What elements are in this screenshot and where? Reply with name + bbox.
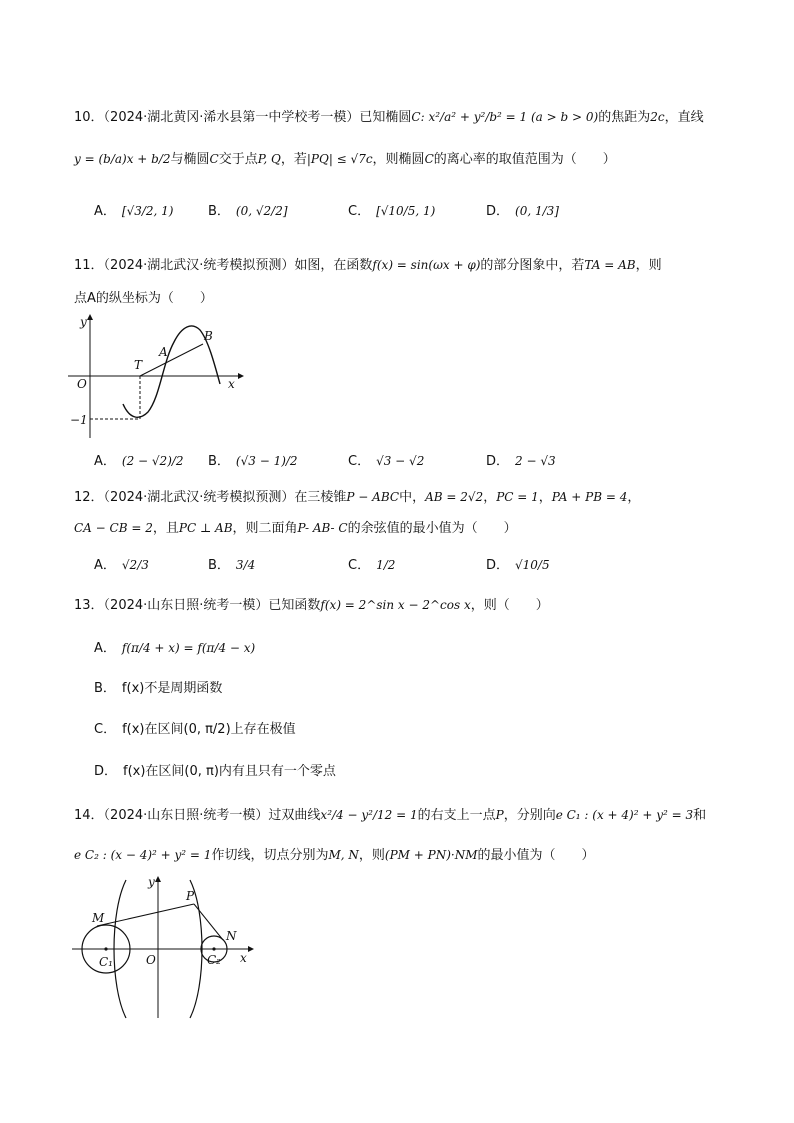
q13-number: 13．: [74, 598, 104, 613]
q14-line-2: [74, 846, 595, 865]
option-value: (0, √2/2]: [235, 204, 288, 218]
q14-text: 的右支上一点: [417, 808, 496, 823]
q10-option-c: [348, 202, 435, 221]
label-origin: O: [77, 377, 87, 391]
q10-source: （2024·湖北黄冈·浠水县第一中学校考一模）: [103, 110, 360, 125]
label-minus-one: −1: [70, 413, 88, 427]
segment-pn: [194, 904, 223, 940]
q12-condition: PA + PB = 4: [551, 490, 628, 504]
q14-text: ，则: [358, 848, 385, 863]
label-t: T: [134, 358, 143, 372]
label-m: M: [92, 911, 105, 925]
option-label: D．: [94, 764, 118, 779]
option-label: A．: [94, 204, 116, 219]
option-label: A．: [94, 558, 116, 573]
q12-option-c: [348, 556, 395, 575]
q12-condition: CA − CB = 2: [74, 521, 153, 535]
q12-text: 的余弦值的最小值为（ ）: [347, 521, 517, 536]
q10-line-2: [74, 150, 616, 169]
q12-option-a: [94, 556, 149, 575]
option-label: C．: [348, 204, 371, 219]
q13-line-1: [74, 596, 549, 615]
q10-text: 已知椭圆: [359, 110, 412, 125]
segment-pm: [97, 904, 194, 926]
label-c1: C₁: [99, 955, 113, 969]
option-value: [√10/5, 1): [376, 204, 436, 218]
option-value: f(x)在区间(0, π/2)上存在极值: [122, 722, 296, 737]
option-value: (2 − √2)/2: [121, 454, 184, 468]
label-p: P: [186, 889, 195, 903]
q12-text: 中，: [399, 490, 426, 505]
option-label: D．: [486, 454, 510, 469]
option-label: D．: [486, 558, 510, 573]
option-label: B．: [208, 558, 230, 573]
option-value: f(π/4 + x) = f(π/4 − x): [121, 641, 256, 655]
q10-c: C: [424, 152, 434, 166]
q11-function: f(x) = sin(ωx + φ): [372, 258, 481, 272]
q10-number: 10．: [74, 110, 104, 125]
q14-hyperbola: x²/4 − y²/12 = 1: [320, 808, 418, 822]
y-axis-arrow: [87, 314, 93, 320]
q13-option-d: [94, 763, 336, 781]
option-label: B．: [94, 681, 116, 696]
center-c1: [104, 947, 107, 950]
option-label: C．: [94, 722, 117, 737]
option-value: (√3 − 1)/2: [235, 454, 298, 468]
q14-text: ，分别向: [503, 808, 556, 823]
q14-circle-1: e C₁ : (x + 4)² + y² = 3: [555, 808, 694, 822]
q10-text: 的焦距为: [598, 110, 651, 125]
label-x: x: [240, 951, 247, 965]
q14-points-mn: M, N: [328, 848, 359, 862]
option-value: 1/2: [376, 558, 396, 572]
q12-line-1: 12．（2024·湖北武汉·统考模拟预测）在三棱锥P − ABC中，AB = 2√2，PC = 1，PA + PB = 4，: [74, 490, 641, 505]
q12-text: 在三棱锥: [294, 490, 347, 505]
q13-source: （2024·山东日照·统考一模）: [103, 598, 269, 613]
q10-option-b: [208, 202, 288, 221]
x-axis-arrow: [248, 946, 254, 952]
label-x: x: [228, 377, 235, 391]
option-label: D．: [486, 204, 510, 219]
q14-source: （2024·山东日照·统考一模）: [103, 808, 269, 823]
q11-option-c: [348, 452, 424, 471]
q11-number: 11．: [74, 258, 104, 273]
label-c2: C₂: [207, 953, 221, 967]
label-b: B: [204, 329, 213, 343]
x-axis-arrow: [238, 373, 244, 379]
label-y: y: [80, 315, 87, 329]
q14-hyperbola-graph: [70, 872, 260, 1022]
q12-option-d: [486, 556, 550, 575]
q10-c: C: [209, 152, 219, 166]
q14-number: 14．: [74, 808, 104, 823]
q10-focal: 2c: [650, 110, 665, 124]
option-value: √3 − √2: [376, 454, 425, 468]
q14-text: 和: [693, 808, 707, 823]
q12-line-2: [74, 519, 517, 538]
q12-source: （2024·湖北武汉·统考模拟预测）: [103, 490, 295, 505]
q10-text: 的离心率的取值范围为（ ）: [433, 152, 616, 167]
q12-text: ，且: [152, 521, 179, 536]
option-value: 3/4: [235, 558, 256, 572]
q11-sine-graph: [68, 312, 248, 442]
q11-text: 如图，在函数: [294, 258, 373, 273]
q11-option-a: [94, 452, 184, 471]
option-value: f(x)在区间(0, π)内有且只有一个零点: [123, 764, 336, 779]
option-label: A．: [94, 641, 116, 656]
q10-line-1: [74, 108, 704, 127]
q11-text: 的部分图象中，若: [480, 258, 585, 273]
q12-option-b: [208, 556, 255, 575]
label-a: A: [159, 345, 168, 359]
q12-condition: PC = 1: [496, 490, 539, 504]
q14-line-1: [74, 806, 706, 825]
q11-text: ，则: [635, 258, 662, 273]
option-value: 2 − √3: [515, 454, 556, 468]
option-value: √10/5: [515, 558, 550, 572]
option-value: (0, 1/3]: [515, 204, 559, 218]
q10-text: ，直线: [664, 110, 704, 125]
q13-text: 已知函数: [268, 598, 321, 613]
q12-condition: AB = 2√2: [425, 490, 484, 504]
q11-text: 点A的纵坐标为（ ）: [74, 291, 213, 306]
q10-text: 与椭圆: [170, 152, 210, 167]
q10-text: ，若: [280, 152, 307, 167]
q13-option-c: [94, 721, 296, 739]
label-y: y: [148, 875, 155, 889]
q10-text: ，则椭圆: [372, 152, 425, 167]
q14-point-p: P: [495, 808, 504, 822]
option-label: C．: [348, 454, 371, 469]
q10-text: 交于点: [218, 152, 258, 167]
option-value: f(x)不是周期函数: [121, 681, 223, 696]
q12-perpendicular: PC ⊥ AB: [178, 521, 233, 535]
q12-number: 12．: [74, 490, 104, 505]
option-value: [√3/2, 1): [121, 204, 174, 218]
option-value: √2/3: [121, 558, 149, 572]
q10-ellipse: C: x²/a² + y²/b² = 1 (a > b > 0): [411, 110, 599, 124]
q10-option-a: [94, 202, 174, 221]
q10-pq: P, Q: [257, 152, 281, 166]
option-label: C．: [348, 558, 371, 573]
q13-function: f(x) = 2^sin x − 2^cos x: [320, 598, 471, 612]
label-n: N: [226, 929, 237, 943]
center-c2: [212, 947, 215, 950]
q13-option-b: [94, 680, 222, 698]
q11-option-d: [486, 452, 556, 471]
q11-source: （2024·湖北武汉·统考模拟预测）: [103, 258, 295, 273]
q11-option-b: [208, 452, 298, 471]
label-origin: O: [146, 953, 156, 967]
y-axis-arrow: [155, 876, 161, 882]
q13-option-a: [94, 639, 255, 658]
q14-text: 过双曲线: [268, 808, 321, 823]
q12-dihedral: P- AB- C: [297, 521, 348, 535]
q10-option-d: [486, 202, 559, 221]
q14-circle-2: e C₂ : (x − 4)² + y² = 1: [74, 848, 212, 862]
q13-text: ，则（ ）: [470, 598, 549, 613]
q11-vector: TA = AB: [584, 258, 636, 272]
q12-pyramid: P − ABC: [346, 490, 400, 504]
q10-line-eq: y = (b/a)x + b/2: [74, 152, 171, 166]
q11-line-2: [74, 290, 213, 308]
q14-text: 的最小值为（ ）: [477, 848, 595, 863]
option-label: A．: [94, 454, 116, 469]
q11-line-1: [74, 256, 662, 275]
q14-text: 作切线，切点分别为: [211, 848, 329, 863]
option-label: B．: [208, 204, 230, 219]
q12-text: ，则二面角: [232, 521, 298, 536]
option-label: B．: [208, 454, 230, 469]
q10-condition: |PQ| ≤ √7c: [306, 152, 373, 166]
q14-expression: (PM + PN)·NM: [384, 848, 478, 862]
